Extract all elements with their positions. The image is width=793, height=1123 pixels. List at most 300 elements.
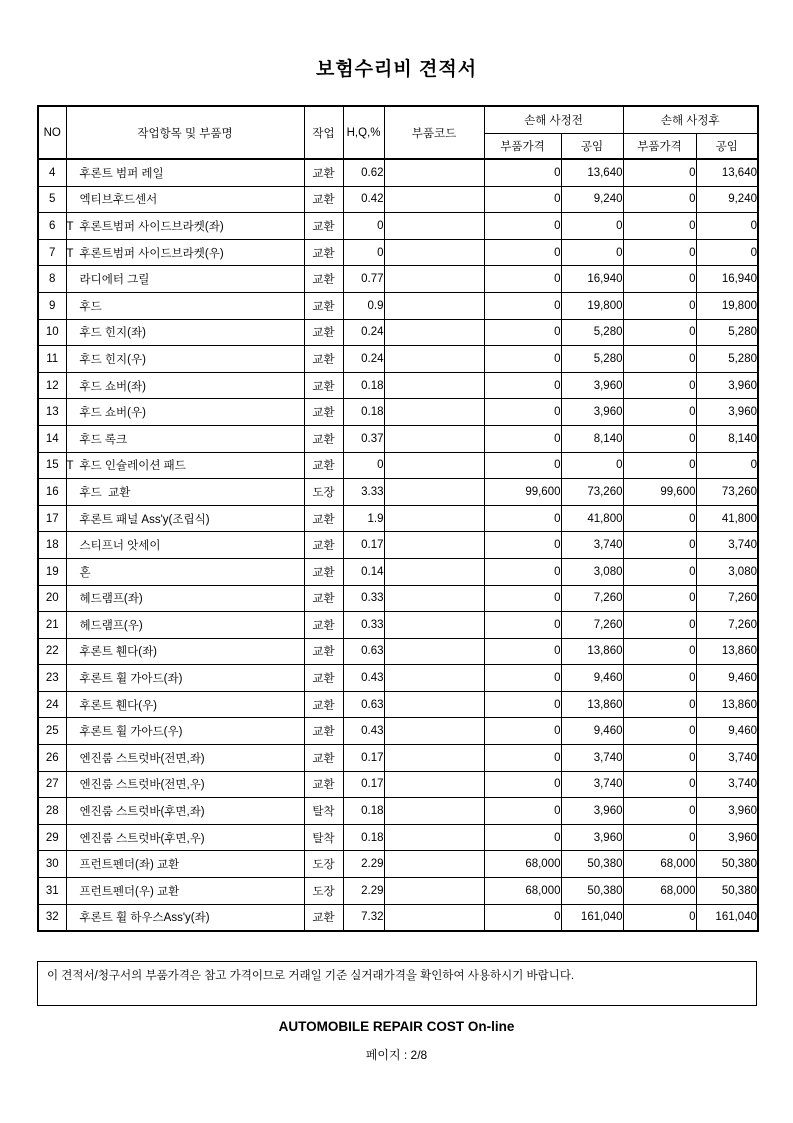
item-name: 후드 록크	[79, 433, 128, 446]
hq-value: 0	[343, 213, 384, 240]
table-row	[38, 292, 758, 319]
item-name: 후론트 휀다(좌)	[79, 646, 158, 659]
pre-labor: 0	[561, 213, 623, 240]
pre-labor: 73,260	[561, 479, 623, 506]
pre-labor: 13,640	[561, 159, 623, 186]
post-part-price: 99,600	[623, 479, 696, 506]
hq-value: 0.18	[343, 372, 384, 399]
work-type: 교환	[304, 399, 343, 426]
hq-value: 0.33	[343, 585, 384, 612]
work-type: 교환	[304, 558, 343, 585]
item-name: 후드 인슐레이션 패드	[79, 460, 186, 473]
part-code-cell	[384, 399, 484, 426]
work-type: 교환	[304, 186, 343, 213]
item-cell	[66, 425, 304, 452]
header-pre-part-price: 부품가격	[484, 134, 561, 160]
post-labor: 3,960	[696, 372, 758, 399]
item-name: 후론트 휠 가아드(우)	[79, 726, 183, 739]
item-cell	[66, 239, 304, 266]
hq-value: 0.33	[343, 612, 384, 639]
post-part-price: 0	[623, 904, 696, 931]
post-labor: 13,860	[696, 691, 758, 718]
item-cell	[66, 771, 304, 798]
pre-part-price: 0	[484, 585, 561, 612]
pre-part-price: 0	[484, 213, 561, 240]
item-cell	[66, 851, 304, 878]
post-labor: 73,260	[696, 479, 758, 506]
part-code-cell	[384, 479, 484, 506]
post-labor: 5,280	[696, 319, 758, 346]
hq-value: 7.32	[343, 904, 384, 931]
t-marker: T	[66, 220, 74, 233]
item-cell	[66, 824, 304, 851]
item-name: 후론트범퍼 사이드브라켓(좌)	[79, 220, 224, 233]
item-name: 스티프너 앗세이	[79, 540, 161, 553]
pre-part-price: 0	[484, 691, 561, 718]
hq-value: 0.63	[343, 691, 384, 718]
row-no: 29	[38, 824, 66, 851]
post-labor: 0	[696, 452, 758, 479]
item-name: 후드	[79, 300, 102, 313]
item-name: 후드 쇼버(우)	[79, 407, 146, 420]
post-labor: 0	[696, 213, 758, 240]
pre-part-price: 99,600	[484, 479, 561, 506]
post-part-price: 0	[623, 798, 696, 825]
table-row	[38, 824, 758, 851]
header-post-assessment-group: 손해 사정후	[623, 106, 758, 134]
work-type: 교환	[304, 372, 343, 399]
post-part-price: 68,000	[623, 878, 696, 905]
row-no: 18	[38, 532, 66, 559]
pre-part-price: 0	[484, 346, 561, 373]
row-no: 6	[38, 213, 66, 240]
row-no: 16	[38, 479, 66, 506]
item-name: 혼	[79, 566, 91, 579]
hq-value: 0.9	[343, 292, 384, 319]
post-labor: 9,240	[696, 186, 758, 213]
table-row	[38, 612, 758, 639]
item-cell	[66, 479, 304, 506]
table-row	[38, 266, 758, 293]
row-no: 30	[38, 851, 66, 878]
header-pre-labor: 공임	[561, 134, 623, 160]
row-no: 22	[38, 638, 66, 665]
post-part-price: 0	[623, 239, 696, 266]
header-hq: H,Q,%	[343, 106, 384, 159]
pre-labor: 3,960	[561, 798, 623, 825]
item-name: 프런트펜더(우) 교환	[79, 885, 180, 898]
item-cell	[66, 292, 304, 319]
post-labor: 19,800	[696, 292, 758, 319]
item-cell	[66, 745, 304, 772]
row-no: 19	[38, 558, 66, 585]
pre-part-price: 0	[484, 665, 561, 692]
table-row	[38, 239, 758, 266]
hq-value: 0.17	[343, 532, 384, 559]
header-item: 작업항목 및 부품명	[66, 106, 304, 159]
work-type: 교환	[304, 239, 343, 266]
post-part-price: 0	[623, 292, 696, 319]
pre-part-price: 0	[484, 904, 561, 931]
pre-part-price: 0	[484, 558, 561, 585]
row-no: 4	[38, 159, 66, 186]
repair-estimate-table	[37, 105, 759, 932]
part-code-cell	[384, 213, 484, 240]
pre-labor: 9,460	[561, 665, 623, 692]
post-part-price: 0	[623, 585, 696, 612]
hq-value: 2.29	[343, 851, 384, 878]
item-name: 엑티브후드센서	[79, 194, 158, 207]
item-name: 후드 쇼버(좌)	[79, 380, 146, 393]
pre-labor: 3,740	[561, 745, 623, 772]
part-code-cell	[384, 585, 484, 612]
post-labor: 13,860	[696, 638, 758, 665]
pre-part-price: 0	[484, 638, 561, 665]
item-cell	[66, 346, 304, 373]
header-row-groups	[38, 106, 758, 134]
part-code-cell	[384, 346, 484, 373]
table-row	[38, 159, 758, 186]
work-type: 교환	[304, 638, 343, 665]
item-name: 후론트범퍼 사이드브라켓(우)	[79, 247, 224, 260]
post-part-price: 0	[623, 213, 696, 240]
item-name: 후론트 패널 Ass'y(조립식)	[79, 513, 210, 526]
pre-labor: 7,260	[561, 585, 623, 612]
hq-value: 0.37	[343, 425, 384, 452]
work-type: 교환	[304, 745, 343, 772]
row-no: 25	[38, 718, 66, 745]
header-part-code: 부품코드	[384, 106, 484, 159]
item-cell	[66, 798, 304, 825]
pre-labor: 19,800	[561, 292, 623, 319]
part-code-cell	[384, 745, 484, 772]
pre-labor: 50,380	[561, 851, 623, 878]
post-part-price: 0	[623, 159, 696, 186]
row-no: 13	[38, 399, 66, 426]
pre-labor: 50,380	[561, 878, 623, 905]
pre-part-price: 0	[484, 186, 561, 213]
table-row	[38, 585, 758, 612]
hq-value: 0.24	[343, 319, 384, 346]
hq-value: 0.14	[343, 558, 384, 585]
part-code-cell	[384, 186, 484, 213]
item-cell	[66, 532, 304, 559]
work-type: 교환	[304, 346, 343, 373]
post-labor: 8,140	[696, 425, 758, 452]
post-part-price: 0	[623, 665, 696, 692]
header-work: 작업	[304, 106, 343, 159]
post-part-price: 0	[623, 319, 696, 346]
row-no: 5	[38, 186, 66, 213]
part-code-cell	[384, 452, 484, 479]
post-labor: 9,460	[696, 665, 758, 692]
post-labor: 7,260	[696, 612, 758, 639]
table-row	[38, 878, 758, 905]
hq-value: 0.18	[343, 798, 384, 825]
pre-part-price: 0	[484, 824, 561, 851]
post-part-price: 0	[623, 718, 696, 745]
part-code-cell	[384, 266, 484, 293]
item-cell	[66, 159, 304, 186]
pre-labor: 3,960	[561, 399, 623, 426]
notice-box	[37, 961, 757, 1006]
part-code-cell	[384, 532, 484, 559]
post-part-price: 0	[623, 691, 696, 718]
post-labor: 3,740	[696, 745, 758, 772]
pre-part-price: 0	[484, 159, 561, 186]
post-labor: 3,960	[696, 824, 758, 851]
pre-labor: 0	[561, 239, 623, 266]
item-name: 후드 교환	[79, 486, 131, 499]
table-row	[38, 904, 758, 931]
item-name: 후론트 범퍼 레일	[79, 167, 164, 180]
pre-part-price: 0	[484, 239, 561, 266]
post-labor: 3,080	[696, 558, 758, 585]
pre-labor: 41,800	[561, 505, 623, 532]
item-cell	[66, 372, 304, 399]
post-part-price: 0	[623, 399, 696, 426]
pre-part-price: 0	[484, 425, 561, 452]
hq-value: 2.29	[343, 878, 384, 905]
item-cell	[66, 266, 304, 293]
work-type: 교환	[304, 319, 343, 346]
pre-labor: 9,240	[561, 186, 623, 213]
pre-part-price: 0	[484, 798, 561, 825]
part-code-cell	[384, 319, 484, 346]
hq-value: 0	[343, 452, 384, 479]
table-row	[38, 771, 758, 798]
row-no: 12	[38, 372, 66, 399]
hq-value: 0.18	[343, 399, 384, 426]
row-no: 11	[38, 346, 66, 373]
pre-labor: 5,280	[561, 319, 623, 346]
post-part-price: 0	[623, 505, 696, 532]
table-row	[38, 452, 758, 479]
item-name: 후드 힌지(좌)	[79, 327, 146, 340]
row-no: 32	[38, 904, 66, 931]
work-type: 교환	[304, 612, 343, 639]
post-labor: 3,740	[696, 532, 758, 559]
pre-labor: 3,960	[561, 824, 623, 851]
row-no: 20	[38, 585, 66, 612]
table-row	[38, 718, 758, 745]
work-type: 교환	[304, 904, 343, 931]
part-code-cell	[384, 159, 484, 186]
t-marker: T	[66, 247, 74, 260]
pre-labor: 7,260	[561, 612, 623, 639]
row-no: 9	[38, 292, 66, 319]
table-row	[38, 798, 758, 825]
work-type: 교환	[304, 452, 343, 479]
part-code-cell	[384, 292, 484, 319]
item-cell	[66, 665, 304, 692]
table-row	[38, 399, 758, 426]
post-labor: 13,640	[696, 159, 758, 186]
header-pre-assessment-group: 손해 사정전	[484, 106, 623, 134]
row-no: 15	[38, 452, 66, 479]
pre-part-price: 0	[484, 532, 561, 559]
post-part-price: 0	[623, 452, 696, 479]
part-code-cell	[384, 824, 484, 851]
table-header	[38, 106, 758, 159]
post-part-price: 0	[623, 346, 696, 373]
part-code-cell	[384, 425, 484, 452]
pre-part-price: 0	[484, 372, 561, 399]
post-labor: 161,040	[696, 904, 758, 931]
part-code-cell	[384, 665, 484, 692]
work-type: 교환	[304, 266, 343, 293]
item-name: 엔진룸 스트럿바(후면,좌)	[79, 806, 205, 819]
hq-value: 0.17	[343, 771, 384, 798]
post-part-price: 0	[623, 771, 696, 798]
row-no: 28	[38, 798, 66, 825]
post-part-price: 68,000	[623, 851, 696, 878]
post-labor: 50,380	[696, 878, 758, 905]
pre-labor: 16,940	[561, 266, 623, 293]
pre-labor: 13,860	[561, 638, 623, 665]
notice-text: 이 견적서/청구서의 부품가격은 참고 가격이므로 거래일 기준 실거래가격을 확인하여 사용하시기 바랍니다.	[47, 970, 575, 982]
post-part-price: 0	[623, 745, 696, 772]
pre-labor: 3,960	[561, 372, 623, 399]
work-type: 교환	[304, 425, 343, 452]
table-row	[38, 346, 758, 373]
part-code-cell	[384, 558, 484, 585]
work-type: 탈착	[304, 824, 343, 851]
hq-value: 3.33	[343, 479, 384, 506]
part-code-cell	[384, 878, 484, 905]
item-cell	[66, 904, 304, 931]
table-row	[38, 558, 758, 585]
post-labor: 5,280	[696, 346, 758, 373]
part-code-cell	[384, 851, 484, 878]
post-labor: 7,260	[696, 585, 758, 612]
item-name: 헤드램프(우)	[79, 619, 143, 632]
post-labor: 41,800	[696, 505, 758, 532]
row-no: 7	[38, 239, 66, 266]
item-cell	[66, 638, 304, 665]
pre-part-price: 68,000	[484, 878, 561, 905]
post-part-price: 0	[623, 266, 696, 293]
work-type: 도장	[304, 851, 343, 878]
pre-labor: 0	[561, 452, 623, 479]
pre-labor: 13,860	[561, 691, 623, 718]
page-title: 보험수리비 견적서	[315, 59, 478, 80]
post-labor: 0	[696, 239, 758, 266]
work-type: 도장	[304, 479, 343, 506]
hq-value: 0.17	[343, 745, 384, 772]
work-type: 탈착	[304, 798, 343, 825]
hq-value: 0	[343, 239, 384, 266]
table-row	[38, 532, 758, 559]
post-labor: 9,460	[696, 718, 758, 745]
pre-part-price: 0	[484, 745, 561, 772]
post-part-price: 0	[623, 372, 696, 399]
row-no: 14	[38, 425, 66, 452]
item-name: 헤드램프(좌)	[79, 593, 143, 606]
table-row	[38, 638, 758, 665]
table-row	[38, 851, 758, 878]
row-no: 8	[38, 266, 66, 293]
post-labor: 16,940	[696, 266, 758, 293]
part-code-cell	[384, 638, 484, 665]
post-labor: 3,740	[696, 771, 758, 798]
post-part-price: 0	[623, 425, 696, 452]
table-row	[38, 665, 758, 692]
item-cell	[66, 399, 304, 426]
pre-part-price: 0	[484, 612, 561, 639]
work-type: 교환	[304, 585, 343, 612]
pre-part-price: 68,000	[484, 851, 561, 878]
post-labor: 3,960	[696, 798, 758, 825]
table-row	[38, 505, 758, 532]
pre-part-price: 0	[484, 266, 561, 293]
item-cell	[66, 186, 304, 213]
page-number: 페이지 : 2/8	[365, 1048, 428, 1062]
pre-labor: 3,740	[561, 532, 623, 559]
pre-part-price: 0	[484, 452, 561, 479]
row-no: 26	[38, 745, 66, 772]
service-brand-line: AUTOMOBILE REPAIR COST On-line	[278, 1019, 515, 1034]
part-code-cell	[384, 505, 484, 532]
post-part-price: 0	[623, 824, 696, 851]
work-type: 교환	[304, 691, 343, 718]
item-name: 엔진룸 스트럿바(후면,우)	[79, 832, 205, 845]
header-post-part-price: 부품가격	[623, 134, 696, 160]
header-post-labor: 공임	[696, 134, 758, 160]
post-part-price: 0	[623, 612, 696, 639]
item-name: 엔진룸 스트럿바(전면,좌)	[79, 752, 205, 765]
work-type: 교환	[304, 292, 343, 319]
post-part-price: 0	[623, 558, 696, 585]
work-type: 교환	[304, 505, 343, 532]
row-no: 27	[38, 771, 66, 798]
work-type: 교환	[304, 213, 343, 240]
hq-value: 0.63	[343, 638, 384, 665]
part-code-cell	[384, 372, 484, 399]
pre-part-price: 0	[484, 505, 561, 532]
table-row	[38, 479, 758, 506]
hq-value: 1.9	[343, 505, 384, 532]
row-no: 31	[38, 878, 66, 905]
work-type: 교환	[304, 771, 343, 798]
work-type: 교환	[304, 665, 343, 692]
post-labor: 50,380	[696, 851, 758, 878]
work-type: 교환	[304, 718, 343, 745]
item-name: 프런트펜더(좌) 교환	[79, 859, 180, 872]
pre-part-price: 0	[484, 319, 561, 346]
pre-part-price: 0	[484, 771, 561, 798]
item-cell	[66, 585, 304, 612]
item-cell	[66, 718, 304, 745]
item-cell	[66, 452, 304, 479]
pre-part-price: 0	[484, 718, 561, 745]
pre-labor: 9,460	[561, 718, 623, 745]
table-row	[38, 425, 758, 452]
table-row	[38, 745, 758, 772]
table-row	[38, 319, 758, 346]
part-code-cell	[384, 691, 484, 718]
pre-labor: 8,140	[561, 425, 623, 452]
row-no: 10	[38, 319, 66, 346]
pre-labor: 5,280	[561, 346, 623, 373]
hq-value: 0.42	[343, 186, 384, 213]
part-code-cell	[384, 612, 484, 639]
row-no: 21	[38, 612, 66, 639]
item-cell	[66, 319, 304, 346]
item-cell	[66, 612, 304, 639]
pre-labor: 3,080	[561, 558, 623, 585]
post-part-price: 0	[623, 638, 696, 665]
